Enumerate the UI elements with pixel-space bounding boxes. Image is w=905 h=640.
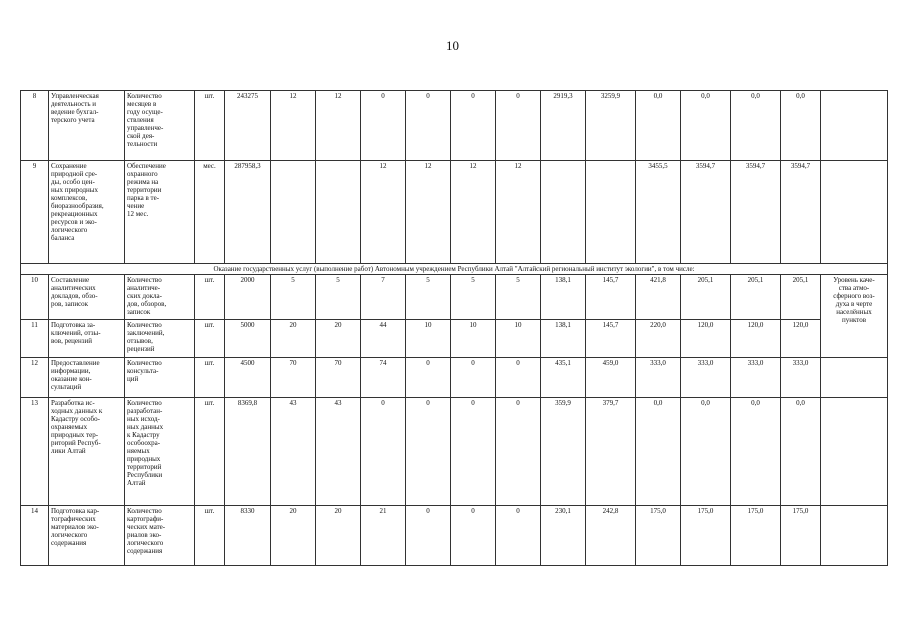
row-value-6: 5 [451,275,496,320]
table-row [21,91,888,161]
note-merged: Уровень каче- ства атмо- сферного воз- духа в черте населённых пунктов [821,275,888,358]
row-value-2: 70 [271,358,316,398]
row-value-7: 10 [496,320,541,358]
row-value-7: 0 [496,398,541,506]
row-indicator: Количество аналитиче- ских докла- дов, обзоров, записок [125,275,195,320]
row-value-10: 220,0 [636,320,681,358]
row-unit: шт. [195,91,225,161]
row-value-13: 333,0 [781,358,821,398]
row-value-8 [541,161,586,264]
row-name: Разработка ис- ходных данных к Кадастру особо- охраняемых природных тер- риторий Респуб- лики Алтай [49,398,125,506]
row-value-11: 205,1 [681,275,731,320]
row-value-2: 20 [271,506,316,566]
row-value-10: 421,8 [636,275,681,320]
row-value-12: 3594,7 [731,161,781,264]
row-value-6: 12 [451,161,496,264]
row-value-5: 0 [406,358,451,398]
row-unit: шт. [195,398,225,506]
row-value-3: 70 [316,358,361,398]
row-value-13: 3594,7 [781,161,821,264]
row-value-1: 243275 [225,91,271,161]
row-value-12: 175,0 [731,506,781,566]
row-value-13: 120,0 [781,320,821,358]
row-value-9: 242,8 [586,506,636,566]
row-value-11: 120,0 [681,320,731,358]
row-value-5: 5 [406,275,451,320]
section-row [21,264,888,275]
row-value-11: 3594,7 [681,161,731,264]
row-value-11: 0,0 [681,91,731,161]
row-value-8: 138,1 [541,275,586,320]
row-name: Предоставление информации, оказание кон- сультаций [49,358,125,398]
row-value-12: 205,1 [731,275,781,320]
row-value-9: 145,7 [586,275,636,320]
row-unit: шт. [195,320,225,358]
row-unit: мес. [195,161,225,264]
row-value-9: 459,0 [586,358,636,398]
row-value-11: 333,0 [681,358,731,398]
row-number: 9 [21,161,49,264]
row-value-1: 8330 [225,506,271,566]
row-number: 13 [21,398,49,506]
table-row [21,161,888,264]
row-value-13: 205,1 [781,275,821,320]
row-name: Подготовка кар- тографических материалов эко- логического содержания [49,506,125,566]
page-number: 10 [446,38,459,53]
row-value-7: 0 [496,506,541,566]
row-number: 12 [21,358,49,398]
row-value-8: 2919,3 [541,91,586,161]
row-value-2: 20 [271,320,316,358]
row-value-9 [586,161,636,264]
row-value-9: 145,7 [586,320,636,358]
row-value-11: 175,0 [681,506,731,566]
row-value-8: 138,1 [541,320,586,358]
row-unit: шт. [195,275,225,320]
row-value-10: 0,0 [636,398,681,506]
row-value-4: 44 [361,320,406,358]
row-value-1: 8369,8 [225,398,271,506]
row-value-2: 43 [271,398,316,506]
row-value-4: 74 [361,358,406,398]
table-row [21,398,888,506]
table-row [21,358,888,398]
row-value-3: 12 [316,91,361,161]
row-name: Подготовка за- ключений, отзы- вов, рецензий [49,320,125,358]
row-value-12: 333,0 [731,358,781,398]
row-indicator: Количество месяцев в году осуще- ствления управленче- ской дея- тельности [125,91,195,161]
row-value-8: 359,9 [541,398,586,506]
row-value-1: 2000 [225,275,271,320]
row-value-12: 120,0 [731,320,781,358]
row-unit: шт. [195,506,225,566]
row-value-6: 0 [451,358,496,398]
row-note [821,161,888,264]
row-value-7: 5 [496,275,541,320]
row-value-10: 3455,5 [636,161,681,264]
row-value-2: 12 [271,91,316,161]
empty-cell [821,506,888,566]
row-number: 10 [21,275,49,320]
row-value-8: 435,1 [541,358,586,398]
row-value-3: 43 [316,398,361,506]
row-value-4: 21 [361,506,406,566]
row-value-4: 0 [361,91,406,161]
row-unit: шт. [195,358,225,398]
row-value-6: 10 [451,320,496,358]
row-value-12: 0,0 [731,398,781,506]
row-value-2 [271,161,316,264]
row-note [821,91,888,161]
row-value-1: 4500 [225,358,271,398]
row-value-13: 0,0 [781,398,821,506]
row-value-3: 20 [316,320,361,358]
row-indicator: Количество разработан- ных исход- ных данных к Кадастру особоохра- няемых природных территорий Республики Алтай [125,398,195,506]
row-value-4: 0 [361,398,406,506]
row-value-10: 175,0 [636,506,681,566]
row-value-5: 12 [406,161,451,264]
row-value-6: 0 [451,91,496,161]
row-value-12: 0,0 [731,91,781,161]
row-value-3: 5 [316,275,361,320]
row-value-6: 0 [451,506,496,566]
row-value-3: 20 [316,506,361,566]
row-name: Составление аналитических докладов, обзо- ров, записок [49,275,125,320]
row-value-10: 333,0 [636,358,681,398]
row-value-10: 0,0 [636,91,681,161]
row-indicator: Обеспечение охранного режима на территории парка в те- чение 12 мес. [125,161,195,264]
program-table [20,90,888,566]
row-value-7: 12 [496,161,541,264]
row-value-1: 287958,3 [225,161,271,264]
row-value-1: 5000 [225,320,271,358]
row-value-11: 0,0 [681,398,731,506]
empty-cell [821,398,888,506]
row-value-4: 7 [361,275,406,320]
row-value-13: 175,0 [781,506,821,566]
row-value-2: 5 [271,275,316,320]
row-value-5: 0 [406,91,451,161]
row-value-5: 0 [406,506,451,566]
row-value-8: 230,1 [541,506,586,566]
table-row [21,320,888,358]
row-number: 11 [21,320,49,358]
table-row [21,506,888,566]
row-value-9: 3259,9 [586,91,636,161]
row-value-3 [316,161,361,264]
section-title: Оказание государственных услуг (выполнение работ) Автономным учреждением Республики Алтай "Алтайский региональный институт экологии", в том числе: [21,264,888,275]
row-indicator: Количество картографи- ческих мате- риалов эко- логического содержания [125,506,195,566]
row-value-13: 0,0 [781,91,821,161]
empty-cell [821,358,888,398]
row-value-5: 0 [406,398,451,506]
row-number: 14 [21,506,49,566]
row-indicator: Количество заключений, отзывов, рецензий [125,320,195,358]
table-row [21,275,888,320]
row-value-9: 379,7 [586,398,636,506]
row-value-6: 0 [451,398,496,506]
row-name: Управленческая деятельность и ведение бухгал- терского учета [49,91,125,161]
row-value-4: 12 [361,161,406,264]
row-name: Сохранение природной сре- ды, особо цен- ных природных комплексов, биоразнообразия, рекреационных ресурсов и эко- логического баланса [49,161,125,264]
row-value-7: 0 [496,91,541,161]
row-value-7: 0 [496,358,541,398]
row-number: 8 [21,91,49,161]
row-value-5: 10 [406,320,451,358]
row-indicator: Количество консульта- ций [125,358,195,398]
